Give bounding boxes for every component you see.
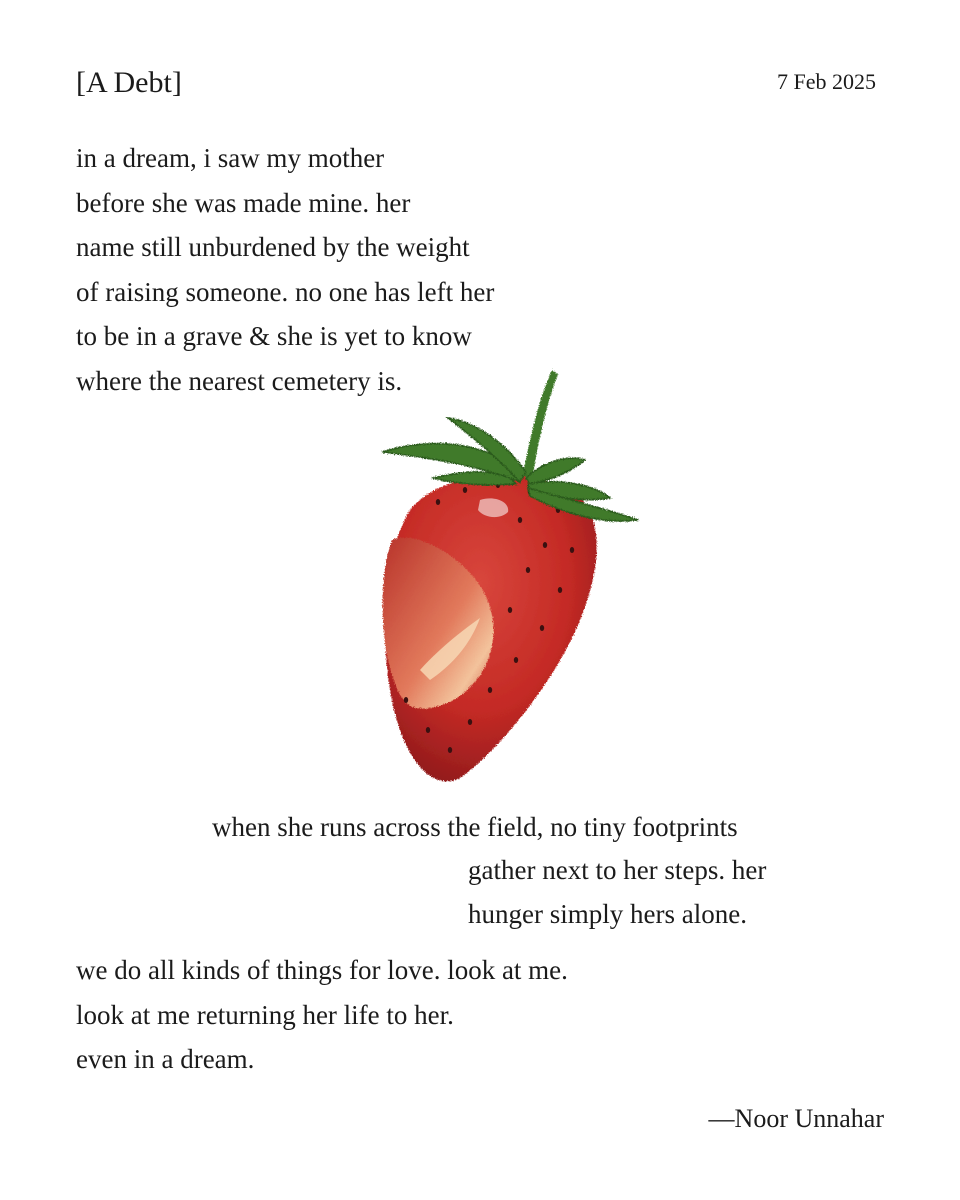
poem-line: in a dream, i saw my mother [76, 143, 385, 173]
stanza-3 [76, 948, 568, 1082]
poem-line: before she was made mine. her [76, 187, 411, 218]
poem-line: where the nearest cemetery is. [76, 365, 403, 396]
poem-line: gather next to her steps. her [468, 855, 767, 885]
poem-line: to be in a grave & she is yet to know [76, 321, 472, 351]
poem-date: 7 Feb 2025 [777, 69, 876, 94]
poem-line: hunger simply hers alone. [468, 899, 747, 929]
poem-line: name still unburdened by the weight [76, 232, 470, 262]
poem-line: look at me returning her life to her. [76, 999, 454, 1030]
poem-title: [A Debt] [76, 66, 182, 99]
bitten-strawberry-icon [370, 360, 650, 790]
poem-line: when she runs across the field, no tiny footprints [212, 812, 738, 842]
poem-line: even in a dream. [76, 1044, 255, 1074]
poem-line: we do all kinds of things for love. look at me. [76, 955, 568, 985]
poem-line: of raising someone. no one has left her [76, 276, 495, 307]
author-signature: —Noor Unnahar [708, 1104, 884, 1133]
